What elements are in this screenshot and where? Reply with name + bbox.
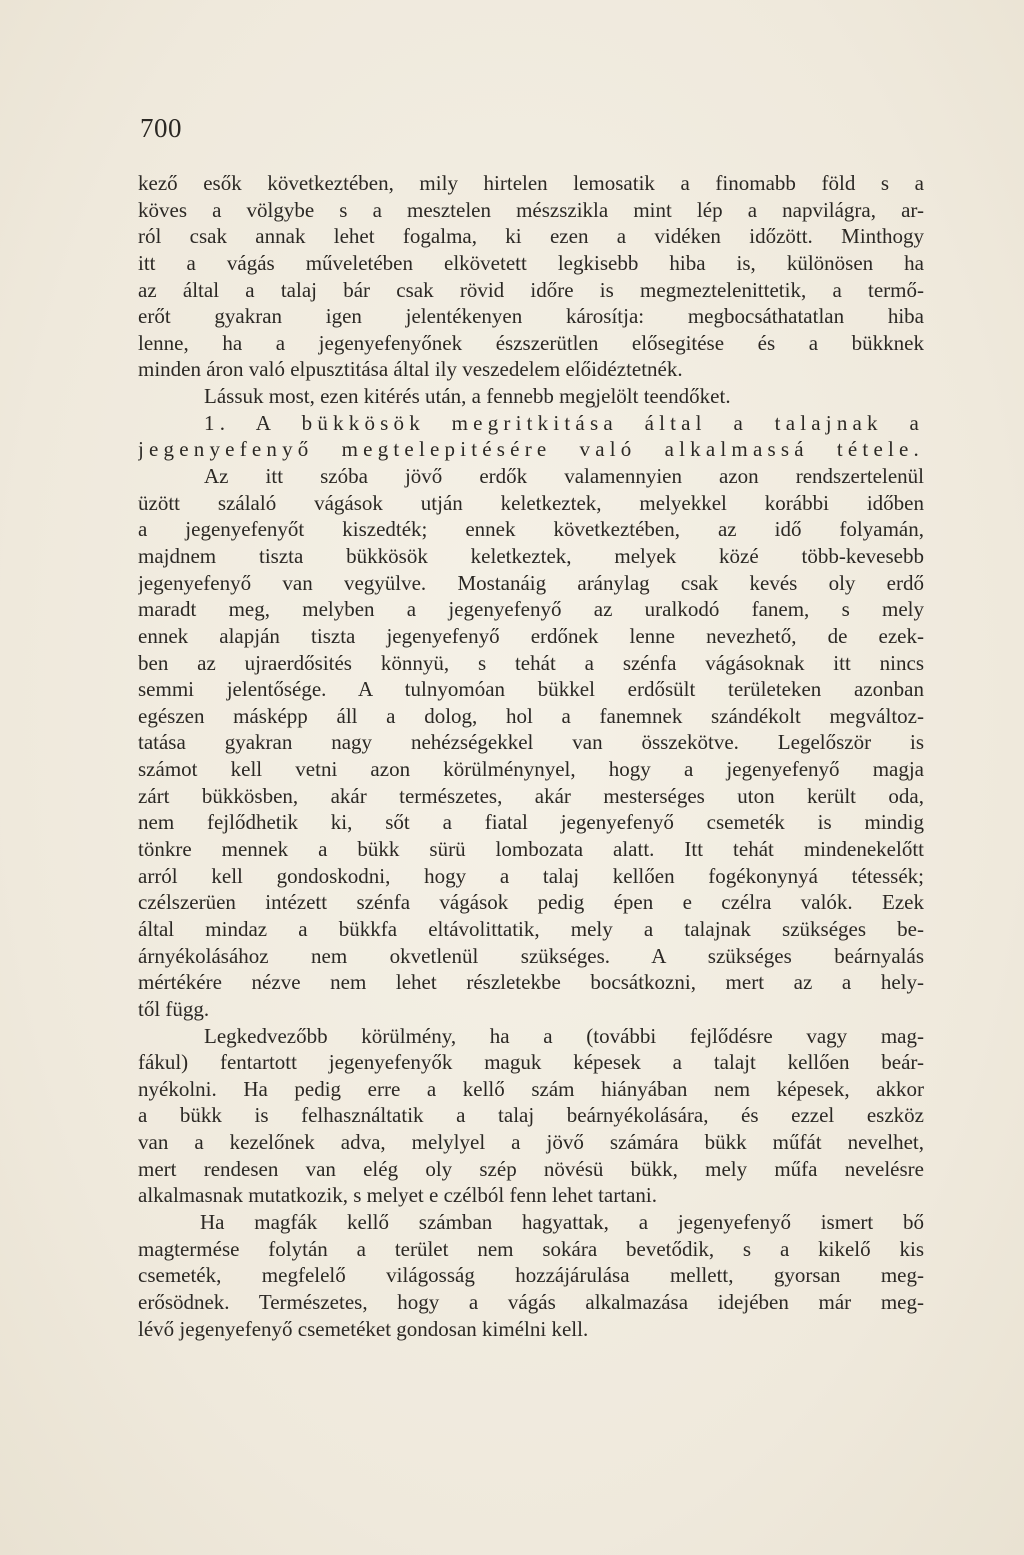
text-line: zárt bükkösben, akár természetes, akár mesterséges uton került oda, [138,783,924,808]
text-line: üzött szálaló vágások utján keletkeztek, melyekkel korábbi időben [138,490,924,515]
text-line: jegenyefenyő van vegyülve. Mostanáig aránylag csak kevés oly erdő [138,570,924,595]
text-line: erőt gyakran igen jelentékenyen károsítja: megbocsáthatatlan hiba [138,304,924,329]
text-line: nyékolni. Ha pedig erre a kellő szám hiányában nem képesek, akkor [138,1076,924,1101]
text-line: czélszerüen intézett szénfa vágások pedig épen e czélra valók. Ezek [138,890,924,915]
text-line: van a kezelőnek adva, melylyel a jövő számára bükk műfát nevelhet, [138,1130,924,1155]
text-line: számot kell vetni azon körülménynyel, hogy a jegenyefenyő magja [138,757,924,782]
page-number: 700 [140,113,182,143]
text-line: magtermése folytán a terület nem sokára bevetődik, s a kikelő kis [138,1236,924,1261]
text-line: erősödnek. Természetes, hogy a vágás alkalmazása idejében már meg- [138,1289,924,1314]
body-text [138,170,924,1342]
text-line: Legkedvezőbb körülmény, ha a (további fejlődésre vagy mag- [204,1023,924,1048]
text-line: egészen másképp áll a dolog, hol a fanemnek szándékolt megváltoz- [138,703,924,728]
text-line: köves a völgybe s a mesztelen mészszikla mint lép a napvilágra, ar- [138,197,924,222]
text-line: a bükk is felhasználtatik a talaj beárnyékolására, és ezzel eszköz [138,1103,924,1128]
section-heading-line: 1. A bükkösök megritkitása által a talajnak a [204,410,924,435]
text-line: semmi jelentősége. A tulnyomóan bükkel erdősült területeken azonban [138,677,924,702]
text-line: ról csak annak lehet fogalma, ki ezen a vidéken időzött. Minthogy [138,224,924,249]
text-line: Lássuk most, ezen kitérés után, a fennebb megjelölt teendőket. [204,384,731,409]
text-line: itt a vágás műveletében elkövetett legkisebb hiba is, különösen ha [138,250,924,275]
text-line: csemeték, megfelelő világosság hozzájárulása mellett, gyorsan meg- [138,1263,924,1288]
text-line: fákul) fentartott jegenyefenyők maguk képesek a talajt kellően beár- [138,1050,924,1075]
text-line: arról kell gondoskodni, hogy a talaj kellően fogékonynyá tétessék; [138,863,924,888]
text-line: lévő jegenyefenyő csemetéket gondosan kimélni kell. [138,1316,589,1341]
text-line: Ha magfák kellő számban hagyattak, a jegenyefenyő ismert bő [200,1209,924,1234]
text-line: minden áron való elpusztitása által ily veszedelem előidéztetnék. [138,357,683,382]
text-line: ennek alapján tiszta jegenyefenyő erdőnek lenne nevezhető, de ezek- [138,623,924,648]
text-line: mértékére nézve nem lehet részletekbe bocsátkozni, mert az a hely- [138,970,924,995]
text-line: tatása gyakran nagy nehézségekkel van összekötve. Legelőször is [138,730,924,755]
text-line: majdnem tiszta bükkösök keletkeztek, melyek közé több-kevesebb [138,543,924,568]
text-line: lenne, ha a jegenyefenyőnek észszerütlen elősegitése és a bükknek [138,330,924,355]
text-line: az által a talaj bár csak rövid időre is megmeztelenittetik, a termő- [138,277,924,302]
text-line: től függ. [138,996,210,1021]
text-line: kező esők következtében, mily hirtelen lemosatik a finomabb föld s a [138,171,924,195]
text-line: nem fejlődhetik ki, sőt a fiatal jegenyefenyő csemeték is mindig [138,810,924,835]
text-line: Az itt szóba jövő erdők valamennyien azon rendszertelenül [204,464,924,489]
text-line: a jegenyefenyőt kiszedték; ennek következtében, az idő folyamán, [138,517,924,542]
text-line: maradt meg, melyben a jegenyefenyő az uralkodó fanem, s mely [138,597,924,622]
text-line: mert rendesen van elég oly szép növésü bükk, mely műfa nevelésre [138,1156,924,1181]
section-heading-line: jegenyefenyő megtelepitésére való alkalmassá tétele. [138,437,924,462]
text-line: alkalmasnak mutatkozik, s melyet e czélból fenn lehet tartani. [138,1183,657,1208]
text-line: által mindaz a bükkfa eltávolittatik, mely a talajnak szükséges be- [138,916,924,941]
text-line: árnyékolásához nem okvetlenül szükséges. A szükséges beárnyalás [138,943,924,968]
text-line: ben az ujraerdősités könnyü, s tehát a szénfa vágásoknak itt nincs [138,650,924,675]
text-line: tönkre mennek a bükk sürü lombozata alatt. Itt tehát mindenekelőtt [138,837,924,862]
